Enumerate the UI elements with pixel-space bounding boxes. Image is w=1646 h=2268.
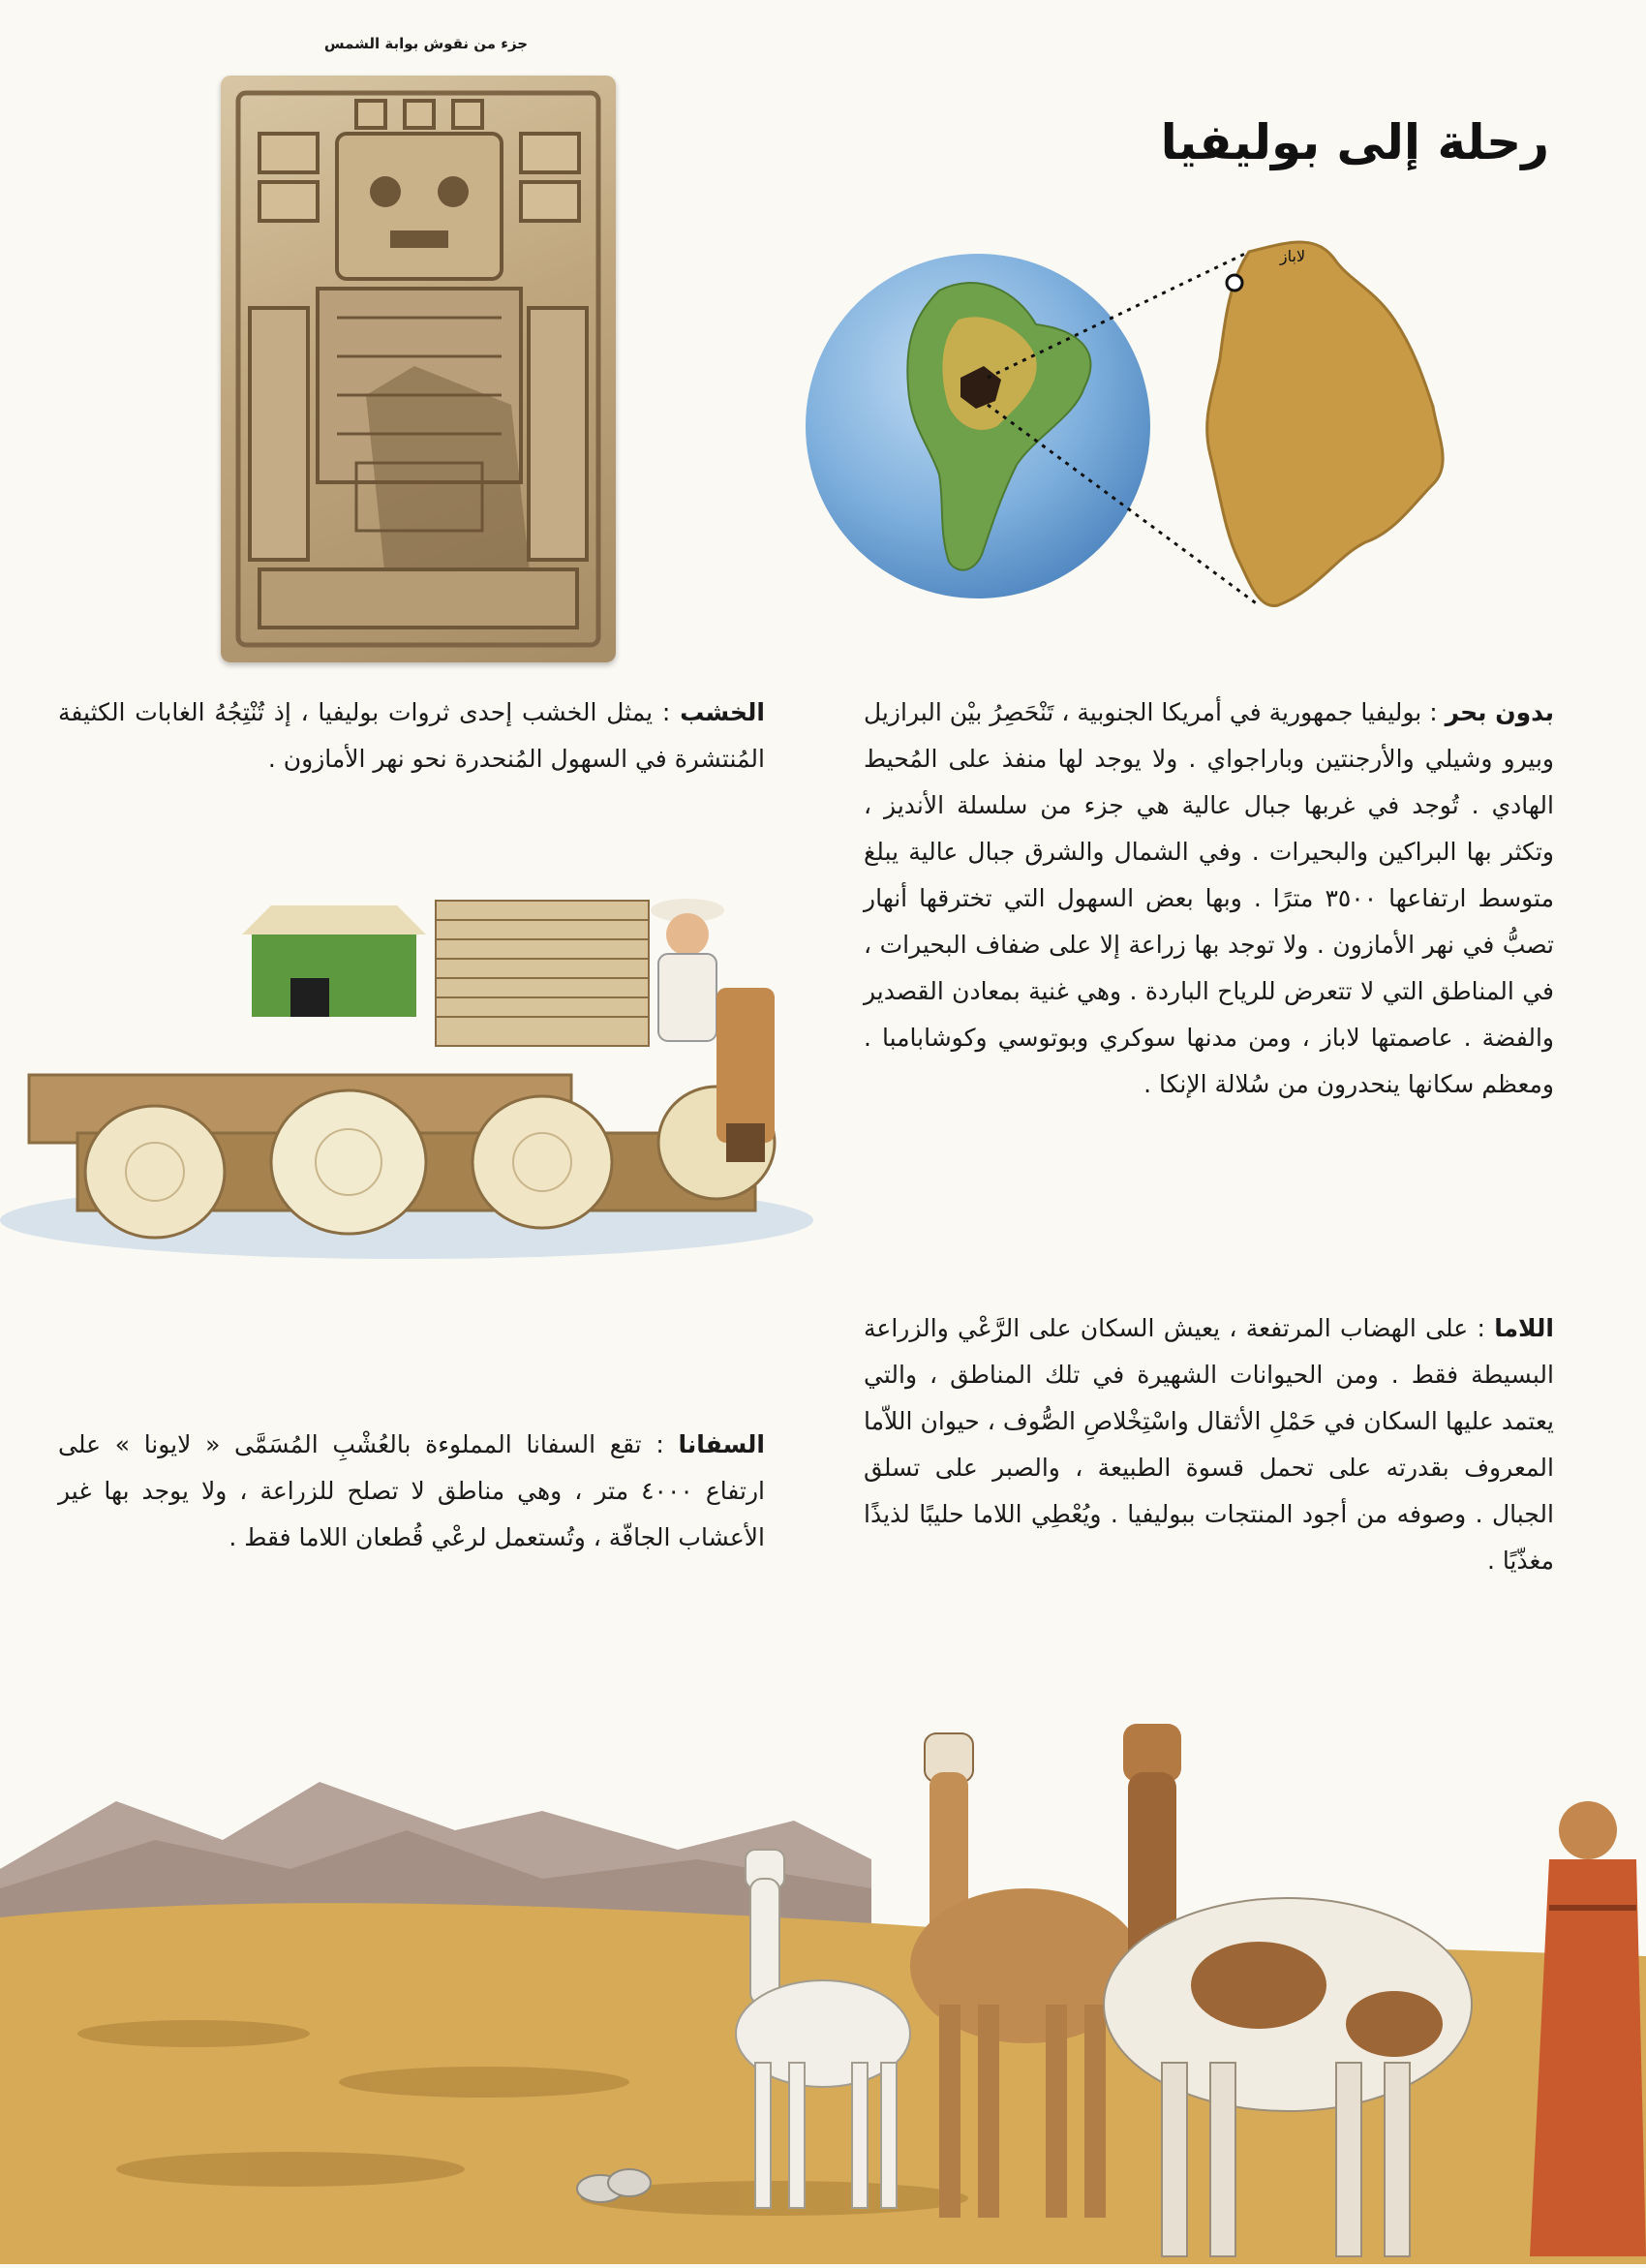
section-llama-text: : على الهضاب المرتفعة ، يعيش السكان على الرَّعْي والزراعة البسيطة فقط . ومن الحيوانات الشهيرة في تلك المناطق ، والتي يعتمد عليها السكان في حَمْلِ الأثقال واسْتِخْلاصِ الصُّوف ، حيوان اللاّما المعروف بقدرته على تحمل قسوة الطبيعة ، والصبر على تسلق الجبال . وصوفه من أجود المنتجات ببوليفيا . ويُعْطِي اللاما حليبًا لذيذًا مغذّيًا .: [864, 1314, 1554, 1575]
stela-caption: جزء من نقوش بوابة الشمس: [323, 35, 529, 52]
altiplano-scene: [0, 1714, 1646, 2264]
logs-scene: [0, 881, 833, 1259]
map-illustration: [794, 232, 1569, 620]
llama-landscape-illustration: [0, 1714, 1646, 2264]
capital-marker: [1227, 275, 1242, 291]
section-wood: [58, 690, 765, 782]
section-no-sea-text: : بوليفيا جمهورية في أمريكا الجنوبية ، تَنْحَصِرُ بيْن البرازيل وبيرو وشيلي والأرجنتين وباراجواي . ولا يوجد لها منفذ على المُحيط الهادي . تُوجد في غربها جبال عالية هي جزء من سلسلة الأنديز ، وتكثر بها البراكين والبحيرات . وفي الشمال والشرق جبال عالية يبلغ متوسط ارتفاعها ٣٥٠٠ مترًا . وبها بعض السهول التي تخترقها أنهار تصبُّ في نهر الأمازون . ولا توجد بها زراعة إلا على ضفاف البحيرات ، في المناطق التي لا تتعرض للرياح الباردة . وهي غنية بمعادن القصدير والفضة . عاصمتها لاباز ، ومن مدنها سوكري وبوتوسي وكوشابامبا . ومعظم سكانها ينحدرون من سُلالة الإنكا .: [864, 698, 1554, 1098]
section-wood-text: : يمثل الخشب إحدى ثروات بوليفيا ، إذ تُنْتِجُهُ الغابات الكثيفة المُنتشرة في السهول المُنحدرة نحو نهر الأمازون .: [58, 698, 765, 773]
bolivia-map: [1207, 242, 1443, 606]
section-no-sea-heading: بدون بحر: [1445, 698, 1554, 726]
section-savanna: [58, 1422, 765, 1561]
bolivia-locator-map: [794, 232, 1569, 620]
section-wood-heading: الخشب: [680, 698, 765, 726]
section-savanna-text: : تقع السفانا المملوءة بالعُشْبِ المُسَمَّى « لايونا » على ارتفاع ٤٠٠٠ متر ، وهي مناطق لا تصلح للزراعة ، ولا يوجد بها غير الأعشاب الجافّة ، وتُستعمل لرعْي قُطعان اللاما فقط .: [58, 1430, 766, 1551]
page-title: رحلة إلى بوليفيا: [1160, 114, 1549, 170]
stela-carving: [221, 76, 616, 662]
section-llama-heading: اللاما: [1494, 1314, 1554, 1342]
section-llama: [864, 1305, 1554, 1584]
section-savanna-heading: السفانا: [678, 1430, 765, 1458]
capital-label: لاباز: [1279, 247, 1306, 265]
section-no-sea: [864, 690, 1554, 1108]
stela-illustration: [221, 76, 616, 662]
timber-illustration: [0, 881, 833, 1259]
